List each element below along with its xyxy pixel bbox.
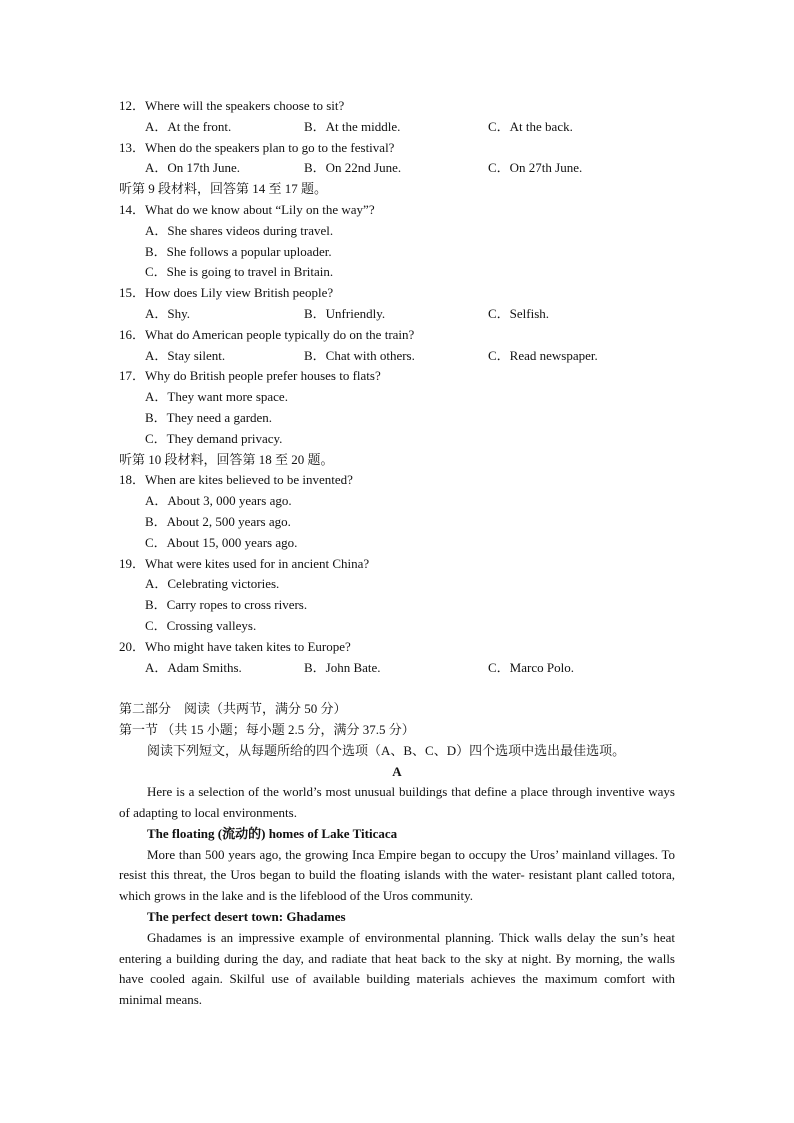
part-2-title: 第二部分 阅读（共两节，满分 50 分）: [119, 701, 347, 717]
section-1-title: 第一节 （共 15 小题；每小题 2.5 分，满分 37.5 分）: [119, 721, 415, 737]
option-b: B．On 22nd June.: [304, 160, 402, 176]
section-9-instruction: 听第 9 段材料，回答第 14 至 17 题。: [119, 181, 328, 197]
question-17: 17．Why do British people prefer houses to flats?: [119, 368, 381, 384]
option-b: B．At the middle.: [304, 118, 401, 134]
option-a: A．Celebrating victories.: [145, 576, 280, 592]
question-12: 12．Where will the speakers choose to sit?: [119, 98, 345, 113]
question-18: 18．When are kites believed to be invented?: [119, 472, 353, 488]
option-c: C．About 15, 000 years ago.: [145, 534, 298, 550]
option-c: C．On 27th June.: [488, 160, 583, 176]
option-c: C．Selfish.: [488, 305, 550, 321]
option-a: A．She shares videos during travel.: [145, 222, 334, 238]
option-b: B．Chat with others.: [304, 347, 415, 363]
option-a: A．About 3, 000 years ago.: [145, 493, 292, 509]
document-content: [119, 96, 675, 1011]
question-13-options: [119, 158, 675, 179]
section-10-instruction: 听第 10 段材料，回答第 18 至 20 题。: [119, 451, 334, 467]
option-b: B．They need a garden.: [145, 409, 273, 425]
option-a: A．At the front.: [145, 118, 232, 134]
option-b: B．She follows a popular uploader.: [145, 243, 332, 259]
option-c: C．Read newspaper.: [488, 347, 598, 363]
question-14: 14．What do we know about “Lily on the way”?: [119, 201, 375, 217]
question-12-options: [119, 117, 675, 138]
option-c: C．Marco Polo.: [488, 659, 574, 675]
spacer: [119, 678, 675, 699]
option-c: C．She is going to travel in Britain.: [145, 264, 334, 280]
heading-lake-titicaca: The floating (流动的) homes of Lake Titicaca: [147, 825, 398, 841]
option-c: C．At the back.: [488, 118, 573, 134]
option-b: B．Carry ropes to cross rivers.: [145, 597, 308, 613]
option-a: A．They want more space.: [145, 389, 288, 405]
question-20-options: [119, 658, 675, 679]
question-16-options: [119, 346, 675, 367]
option-a: A．On 17th June.: [145, 160, 240, 176]
option-c: C．Crossing valleys.: [145, 617, 257, 633]
option-a: A．Adam Smiths.: [145, 659, 242, 675]
question-15: 15．How does Lily view British people?: [119, 285, 334, 301]
option-b: B．John Bate.: [304, 659, 381, 675]
question-15-options: [119, 304, 675, 325]
question-20: 20．Who might have taken kites to Europe?: [119, 638, 351, 654]
heading-ghadames: The perfect desert town: Ghadames: [147, 909, 346, 925]
passage-intro: Here is a selection of the world’s most unusual buildings that define a place through inventive ways of adapting to local environments.: [119, 784, 675, 821]
option-b: B．Unfriendly.: [304, 305, 386, 321]
option-c: C．They demand privacy.: [145, 430, 283, 446]
option-a: A．Stay silent.: [145, 347, 226, 363]
question-16: 16．What do American people typically do on the train?: [119, 326, 415, 342]
question-13: 13．When do the speakers plan to go to the festival?: [119, 139, 395, 155]
option-b: B．About 2, 500 years ago.: [145, 513, 291, 529]
reading-instruction: 阅读下列短文，从每题所给的四个选项（A、B、C、D）四个选项中选出最佳选项。: [147, 742, 626, 758]
passage-label: A: [392, 763, 402, 779]
option-a: A．Shy.: [145, 305, 191, 321]
paragraph-lake-titicaca: More than 500 years ago, the growing Inca Empire began to occupy the Uros’ mainland villages. To resist this threat, the Uros began to build the floating islands with the water- resistant plant called totora, which grows in the lake and is the lifeblood of the Uros community.: [119, 846, 675, 904]
paragraph-ghadames: Ghadames is an impressive example of environmental planning. Thick walls delay the sun’s heat entering a building during the day, and radiate that heat back to the sky at night. By morning, the walls have cooled again. Skilful use of available building materials achieves the maximum comfort with minimal means.: [119, 929, 675, 1008]
question-19: 19．What were kites used for in ancient China?: [119, 555, 370, 571]
